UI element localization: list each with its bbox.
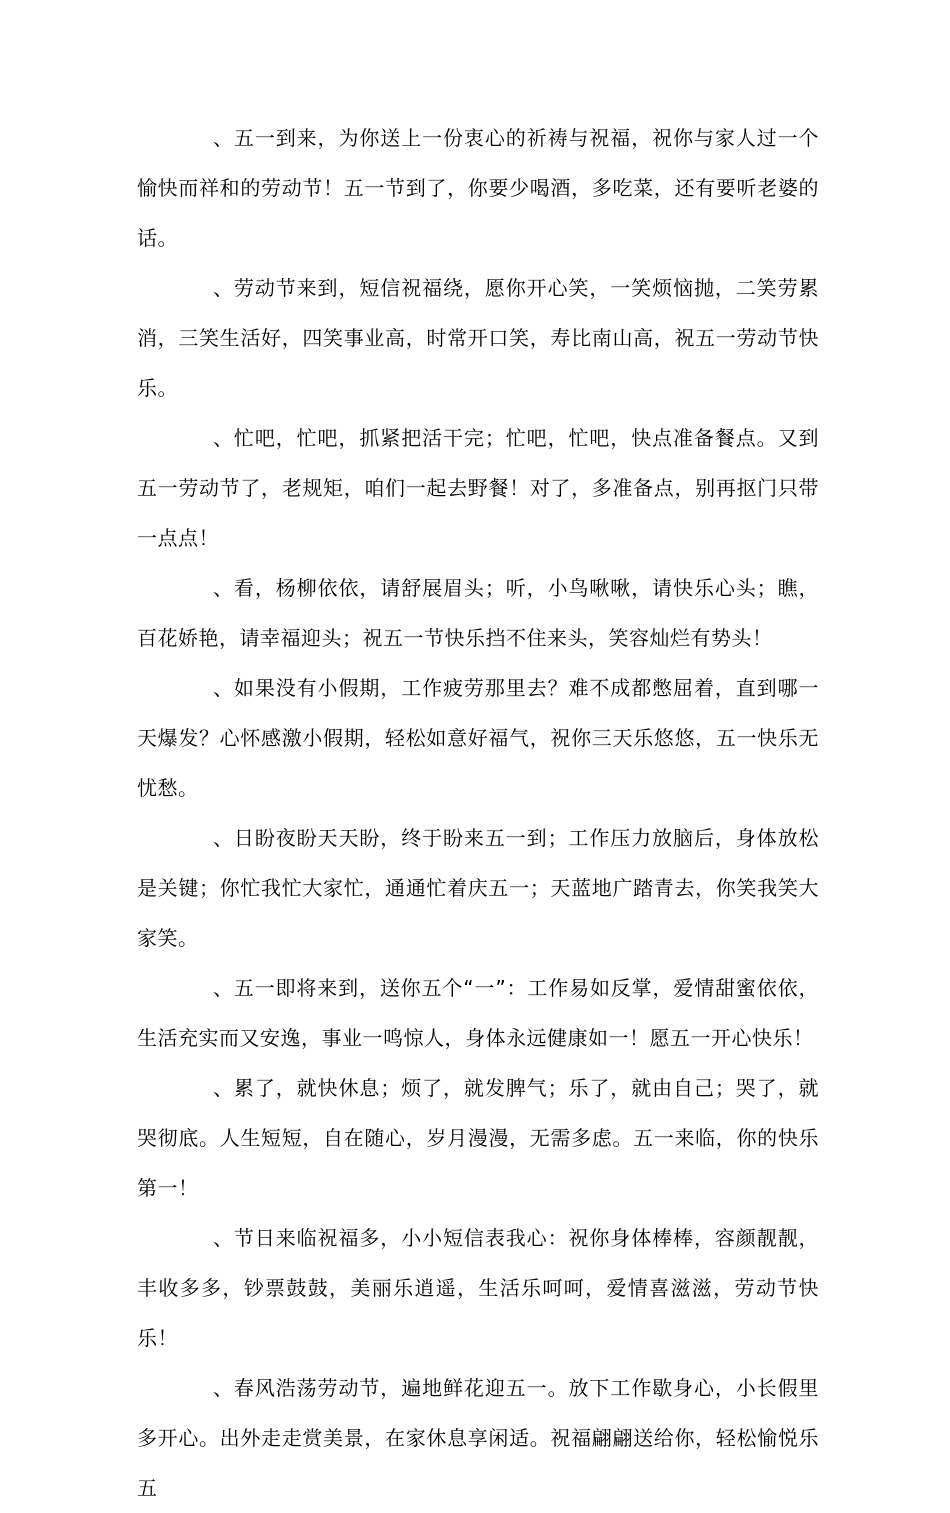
paragraph-1: 、五一到来，为你送上一份衷心的祈祷与祝福，祝你与家人过一个愉快而祥和的劳动节！五一节到了，你要少喝酒，多吃菜，还有要听老婆的话。	[137, 126, 819, 250]
paragraph-10: 、春风浩荡劳动节，遍地鲜花迎五一。放下工作歇身心，小长假里多开心。出外走走赏美景，在家休息享闲适。祝福翩翩送给你，轻松愉悦乐五	[137, 1376, 819, 1500]
paragraph-2: 、劳动节来到，短信祝福绕，愿你开心笑，一笑烦恼抛，二笑劳累消，三笑生活好，四笑事业高，时常开口笑，寿比南山高，祝五一劳动节快乐。	[137, 276, 819, 400]
paragraph-7: 、五一即将来到，送你五个“一”：工作易如反掌，爱情甜蜜依依，生活充实而又安逸，事业一鸣惊人，身体永远健康如一！愿五一开心快乐！	[137, 976, 819, 1050]
paragraph-3: 、忙吧，忙吧，抓紧把活干完；忙吧，忙吧，快点准备餐点。又到五一劳动节了，老规矩，咱们一起去野餐！对了，多准备点，别再抠门只带一点点！	[137, 426, 819, 550]
paragraph-8: 、累了，就快休息；烦了，就发脾气；乐了，就由自己；哭了，就哭彻底。人生短短，自在随心，岁月漫漫，无需多虑。五一来临，你的快乐第一！	[137, 1076, 819, 1200]
paragraph-5: 、如果没有小假期，工作疲劳那里去？难不成都憋屈着，直到哪一天爆发？心怀感激小假期，轻松如意好福气，祝你三天乐悠悠，五一快乐无忧愁。	[137, 676, 819, 800]
paragraph-9: 、节日来临祝福多，小小短信表我心：祝你身体棒棒，容颜靓靓，丰收多多，钞票鼓鼓，美丽乐逍遥，生活乐呵呵，爱情喜滋滋，劳动节快乐！	[137, 1226, 819, 1350]
paragraph-4: 、看，杨柳依依，请舒展眉头；听，小鸟啾啾，请快乐心头；瞧，百花娇艳，请幸福迎头；祝五一节快乐挡不住来头，笑容灿烂有势头！	[137, 576, 819, 650]
paragraph-6: 、日盼夜盼天天盼，终于盼来五一到；工作压力放脑后，身体放松是关键；你忙我忙大家忙，通通忙着庆五一；天蓝地广踏青去，你笑我笑大家笑。	[137, 826, 819, 950]
document-body	[137, 113, 819, 1513]
